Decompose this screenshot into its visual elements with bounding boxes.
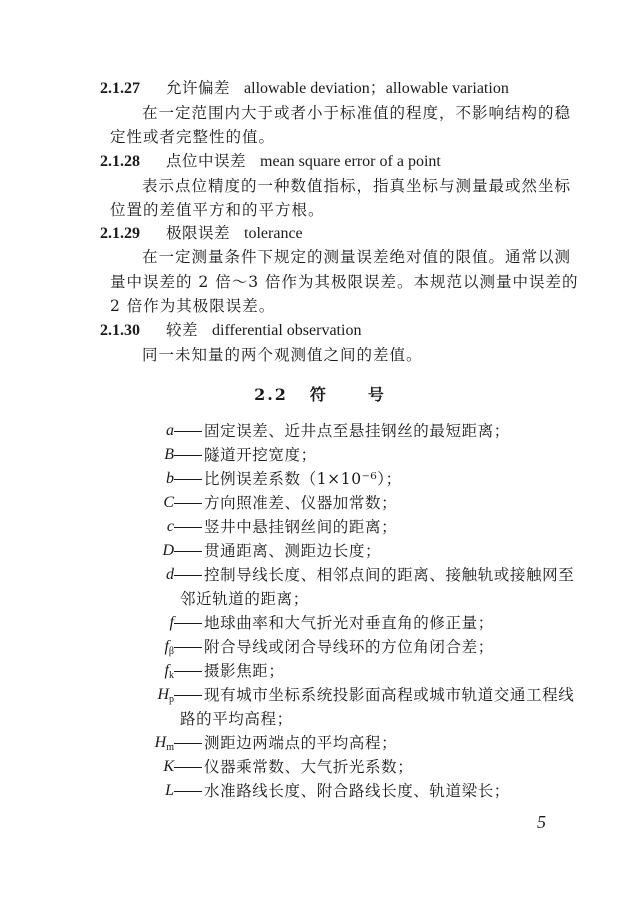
symbol-subscript: β: [168, 646, 174, 657]
symbol-description: 仪器乘常数、大气折光系数；: [204, 758, 414, 776]
term-definition-line: 在一定范围内大于或者小于标准值的程度，不影响结构的稳: [142, 104, 572, 122]
term-number: 2.1.28: [100, 153, 140, 170]
term-chinese: 允许偏差: [166, 79, 231, 97]
term-definition-line: 定性或者完整性的值。: [110, 128, 276, 146]
em-dash: [174, 671, 202, 672]
section-title-char: 号: [367, 385, 386, 404]
symbol-description: 比例误差系数（1×10⁻⁶）；: [204, 470, 402, 488]
em-dash: [174, 623, 202, 624]
symbol: d: [166, 566, 174, 583]
term-english: tolerance: [244, 225, 303, 242]
symbol-description: 现有城市坐标系统投影面高程或城市轨道交通工程线: [204, 686, 575, 704]
term-english: differential observation: [212, 322, 362, 339]
symbol-description: 方向照准差、仪器加常数；: [204, 494, 398, 512]
symbol: c: [166, 518, 174, 535]
em-dash: [174, 551, 202, 552]
symbol: a: [166, 422, 174, 439]
term-heading: [100, 150, 441, 173]
em-dash: [174, 503, 202, 504]
section-title: [0, 384, 640, 406]
em-dash: [174, 575, 202, 576]
symbol: K: [163, 758, 174, 775]
term-definition-line: 量中误差的 2 倍～3 倍作为其极限误差。本规范以测量中误差的: [110, 273, 579, 291]
em-dash: [174, 695, 202, 696]
symbol-description: 固定误差、近井点至悬挂钢丝的最短距离；: [204, 422, 510, 440]
page-number: 5: [537, 812, 546, 832]
em-dash: [174, 455, 202, 456]
term-definition-line: 同一未知量的两个观测值之间的差值。: [142, 346, 423, 364]
section-title-char: 符: [309, 385, 328, 404]
symbol-subscript: k: [169, 670, 174, 681]
symbol-description: 贯通距离、测距边长度；: [204, 542, 382, 560]
symbol: L: [165, 782, 174, 799]
symbol-subscript: p: [169, 694, 174, 705]
symbol: D: [162, 542, 174, 559]
symbol: C: [163, 494, 174, 511]
term-heading: [100, 222, 303, 245]
symbol: b: [166, 470, 174, 487]
symbol-description: 水准路线长度、附合路线长度、轨道梁长；: [204, 782, 510, 800]
term-number: 2.1.27: [100, 80, 140, 97]
symbol-description-continued: 邻近轨道的距离；: [180, 590, 309, 608]
term-chinese: 点位中误差: [166, 152, 247, 170]
symbol: $H_m$: [154, 734, 174, 753]
em-dash: [174, 647, 202, 648]
term-chinese: 较差: [166, 321, 199, 339]
term-english: allowable deviation；allowable variation: [244, 80, 509, 97]
symbol-description: 控制导线长度、相邻点间的距离、接触轨或接触网至: [204, 566, 575, 584]
em-dash: [174, 527, 202, 528]
term-number: 2.1.30: [100, 322, 140, 339]
term-heading: [100, 319, 361, 342]
symbol: $f_\beta$: [164, 638, 174, 657]
term-definition-line: 位置的差值平方和的平方根。: [110, 201, 325, 219]
em-dash: [174, 743, 202, 744]
symbol-description: 竖井中悬挂钢丝间的距离；: [204, 518, 398, 536]
term-definition-line: 在一定测量条件下规定的测量误差绝对值的限值。通常以测: [142, 248, 572, 266]
symbol: $H_p$: [157, 686, 174, 705]
term-definition-line: 2 倍作为其极限误差。: [110, 297, 276, 315]
symbol-subscript: m: [166, 742, 174, 753]
section-number: 2.2: [254, 385, 288, 404]
symbol-description: 附合导线或闭合导线环的方位角闭合差；: [204, 638, 494, 656]
term-english: mean square error of a point: [260, 153, 441, 170]
symbol-description: 摄影焦距；: [204, 662, 285, 680]
term-number: 2.1.29: [100, 225, 140, 242]
symbol-description-continued: 路的平均高程；: [180, 710, 293, 728]
symbol: $f_k$: [164, 662, 174, 681]
em-dash: [174, 767, 202, 768]
em-dash: [174, 791, 202, 792]
symbol: B: [164, 446, 174, 463]
symbol-description: 隧道开挖宽度；: [204, 446, 317, 464]
symbol: f: [169, 614, 174, 631]
term-chinese: 极限误差: [166, 224, 231, 242]
symbol-description: 测距边两端点的平均高程；: [204, 734, 398, 752]
term-heading: [100, 77, 509, 100]
term-definition-line: 表示点位精度的一种数值指标，指真坐标与测量最或然坐标: [142, 177, 572, 195]
em-dash: [174, 431, 202, 432]
symbol-description: 地球曲率和大气折光对垂直角的修正量；: [204, 614, 494, 632]
em-dash: [174, 479, 202, 480]
